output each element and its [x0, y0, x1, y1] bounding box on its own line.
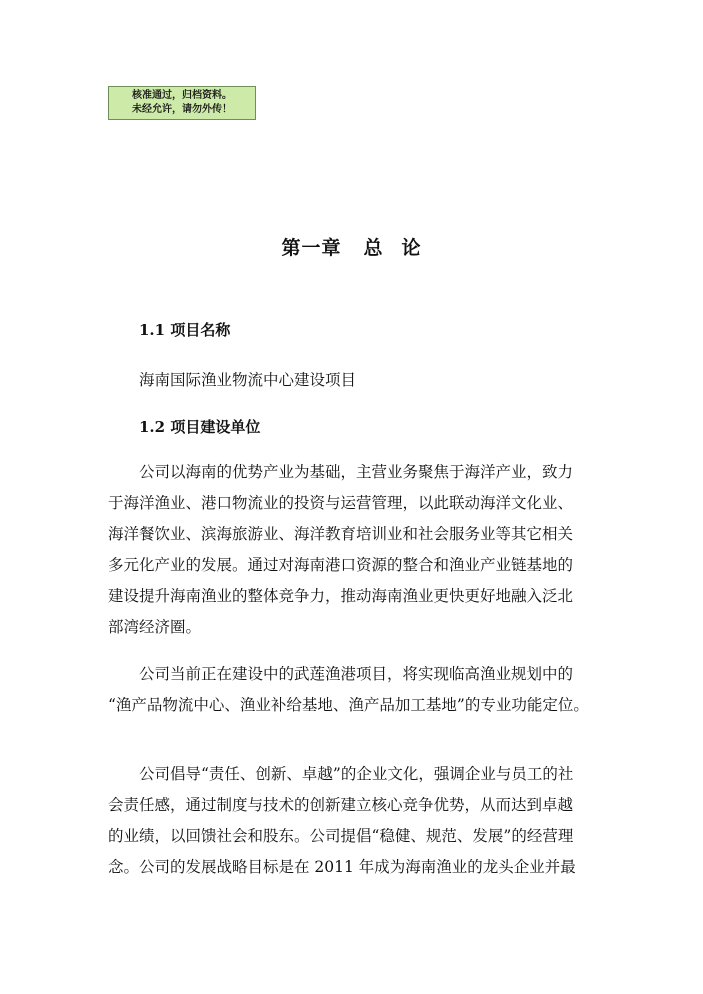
stamp-line-1: 核准通过，归档资料。	[132, 90, 232, 101]
stamp-line-2: 未经允许，请勿外传！	[132, 104, 232, 115]
project-name: 海南国际渔业物流中心建设项目	[139, 371, 357, 389]
chapter-number: 第一章	[281, 237, 342, 259]
paragraph-line: 公司以海南的优势产业为基础，主营业务聚焦于海洋产业，致力	[139, 463, 574, 481]
archive-approval-stamp	[108, 86, 256, 120]
paragraph-line: 公司当前正在建设中的武莲渔港项目，将实现临高渔业规划中的	[139, 665, 574, 683]
paragraph-line: 多元化产业的发展。通过对海南港口资源的整合和渔业产业链基地的	[108, 556, 574, 574]
paragraph-line: 公司倡导“责任、创新、卓越”的企业文化，强调企业与员工的社	[139, 765, 574, 783]
chapter-title-char-1: 总	[363, 237, 384, 259]
paragraph-line: 建设提升海南渔业的整体竞争力，推动海南渔业更快更好地融入泛北	[108, 587, 574, 605]
paragraph-line: 部湾经济圈。	[108, 618, 202, 636]
chapter-title	[0, 233, 703, 260]
paragraph-line: 会责任感，通过制度与技术的创新建立核心竞争优势，从而达到卓越	[108, 796, 574, 814]
section-1-1-heading: 1.1 项目名称	[139, 321, 231, 339]
paragraph-line: 海洋餐饮业、滨海旅游业、海洋教育培训业和社会服务业等其它相关	[108, 525, 574, 543]
wulian-port-paragraph	[108, 659, 628, 721]
corporate-culture-paragraph	[108, 759, 628, 883]
paragraph-line: 念。公司的发展战略目标是在 2011 年成为海南渔业的龙头企业并最	[108, 858, 576, 876]
company-intro-paragraph	[108, 457, 628, 643]
chapter-title-char-2: 论	[401, 237, 422, 259]
paragraph-line: 于海洋渔业、港口物流业的投资与运营管理，以此联动海洋文化业、	[108, 494, 574, 512]
paragraph-line: “渔产品物流中心、渔业补给基地、渔产品加工基地”的专业功能定位。	[108, 696, 589, 714]
section-1-2-heading: 1.2 项目建设单位	[139, 418, 261, 436]
paragraph-line: 的业绩，以回馈社会和股东。公司提倡“稳健、规范、发展”的经营理	[108, 827, 574, 845]
